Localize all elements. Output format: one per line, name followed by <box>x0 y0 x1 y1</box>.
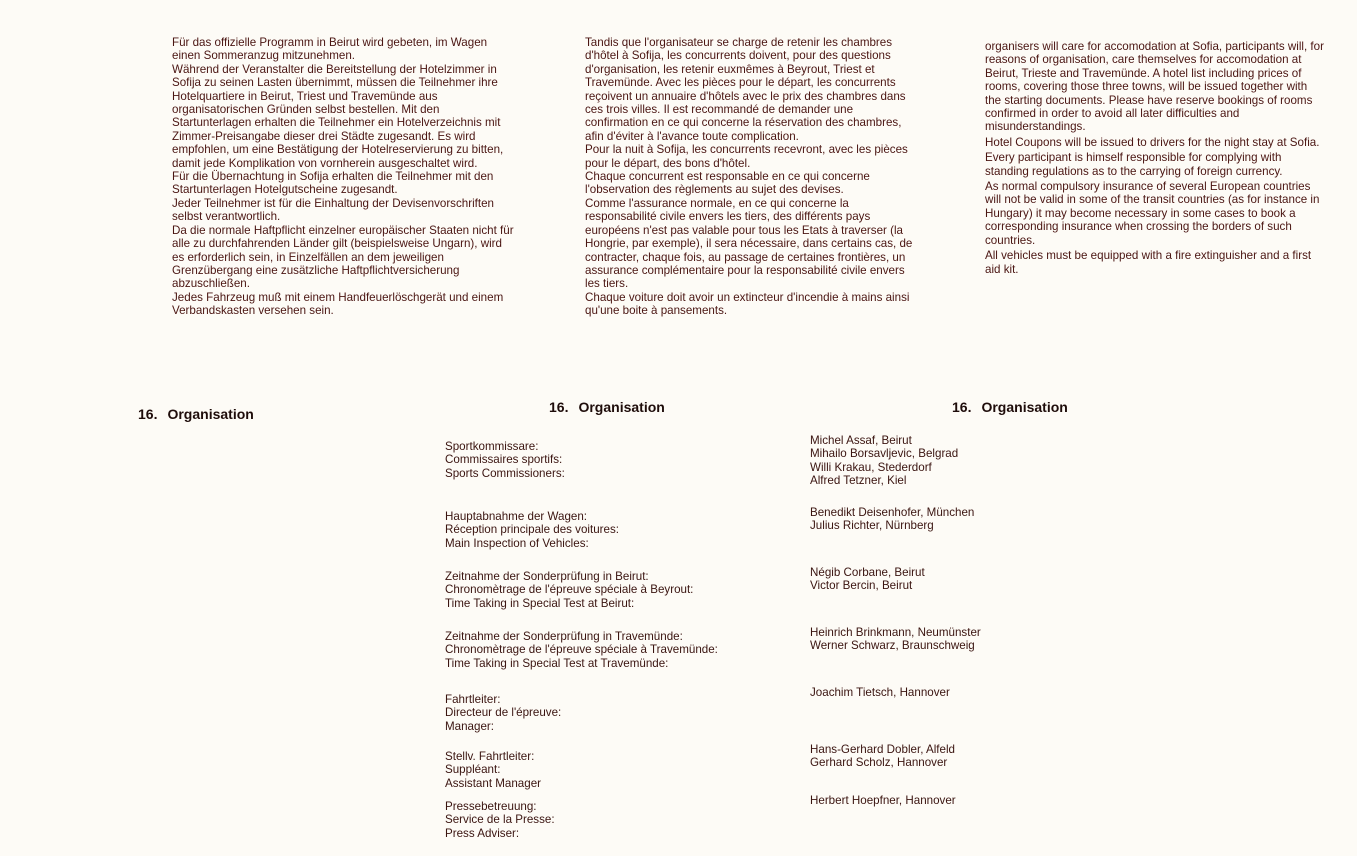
english-column <box>985 40 1325 276</box>
section-title: Organisation <box>578 399 665 415</box>
paragraph: Jedes Fahrzeug muß mit einem Handfeuerlöschgerät und einem Verbandskasten versehen sein. <box>172 290 504 318</box>
french-column <box>585 36 917 318</box>
section-number: 16. <box>138 406 158 422</box>
section-title: Organisation <box>981 399 1068 415</box>
paragraph: Für das offizielle Programm in Beirut wird gebeten, im Wagen einen Sommeranzug mitzunehmen. <box>172 36 488 63</box>
section-heading-german <box>138 406 254 422</box>
paragraph: Während der Veranstalter die Bereitstellung der Hotelzimmer in Sofija zu seinen Lasten übernimmt, müssen die Teilnehmer ihre Hotelquartiere in Beirut, Triest und Travemünde aus organisatorischen Gründen selbst bestellen. Mit den Startunterlagen erhalten die Teilnehmer ein Hotelverzeichnis mit Zimmer-Preisangabe dieser drei Städte zugesandt. Es wird empfohlen, um eine Bestätigung der Hotelreservierung zu bitten, damit jede Komplikation von vornherein ausgeschaltet wird. <box>172 62 504 170</box>
section-heading-french <box>549 399 665 415</box>
paragraph: Chaque voiture doit avoir un extincteur d'incendie à mains ainsi qu'une boite à pansements. <box>585 290 910 318</box>
role-sports-commissioners: Sportkommissare: Commissaires sportifs: Sports Commissioners: <box>445 440 565 480</box>
role-time-taking-travemuende: Zeitnahme der Sonderprüfung in Travemünde: Chronomètrage de l'épreuve spéciale à Travemünde: Time Taking in Special Test at Travemünde: <box>445 630 718 670</box>
paragraph: Comme l'assurance normale, en ce qui concerne la responsabilité civile envers les tiers, des différents pays européens n'est pas valable pour tous les Etats à traverser (la Hongrie, par exemple), il sera nécessaire, dans certains cas, de contracter, chaque fois, au passage de certaines frontières, un assurance complémentaire pour la responsabilité civile envers les tiers. <box>585 196 913 291</box>
section-number: 16. <box>549 399 569 415</box>
section-title: Organisation <box>167 406 254 422</box>
paragraph: Every participant is himself responsible for complying with standing regulations as to the carrying of foreign currency. <box>985 151 1283 178</box>
paragraph: Chaque concurrent est responsable en ce qui concerne l'observation des règlements au sujet des devises. <box>585 170 870 197</box>
paragraph: As normal compulsory insurance of several European countries will not be valid in some of the transit countries (as for instance in Hungary) it may become necessary in some cases to book a corresponding insurance when crossing the borders of such countries. <box>985 180 1320 247</box>
paragraph: Tandis que l'organisateur se charge de retenir les chambres d'hôtel à Sofija, les concurrents doivent, pour des questions d'organisation, les retenir euxmêmes à Beyrout, Triest et Travemünde. Avec les pièces pour le départ, les concurrents reçoivent un annuaire d'hôtels avec le prix des chambres dans ces trois villes. Il est recommandé de demander une confirmation en ce qui concerne la réservation des chambres, afin d'éviter à l'avance toute complication. <box>585 36 906 143</box>
names-manager: Joachim Tietsch, Hannover <box>810 686 950 699</box>
names-sports-commissioners: Michel Assaf, Beirut Mihailo Borsavljevic, Belgrad Willi Krakau, Stederdorf Alfred Tetzner, Kiel <box>810 434 959 488</box>
names-press-adviser: Herbert Hoepfner, Hannover <box>810 794 956 807</box>
section-number: 16. <box>952 399 972 415</box>
paragraph: Für die Übernachtung in Sofija erhalten die Teilnehmer mit den Startunterlagen Hotelgutscheine zugesandt. <box>172 170 494 197</box>
paragraph: Da die normale Haftpflicht einzelner europäischer Staaten nicht für alle zu durchfahrenden Länder gilt (beispielsweise Ungarn), wird es erforderlich sein, in Einzelfällen an dem jeweiligen Grenzübergang eine zusätzliche Haftpflichtversicherung abzuschließen. <box>172 223 514 291</box>
role-press-adviser: Pressebetreuung: Service de la Presse: Press Adviser: <box>445 800 555 840</box>
role-manager: Fahrtleiter: Directeur de l'épreuve: Manager: <box>445 693 562 733</box>
names-time-taking-beirut: Négib Corbane, Beirut Victor Bercin, Beirut <box>810 566 925 593</box>
section-heading-english <box>952 399 1068 415</box>
paragraph: All vehicles must be equipped with a fire extinguisher and a first aid kit. <box>985 249 1312 276</box>
paragraph: Hotel Coupons will be issued to drivers for the night stay at Sofia. <box>985 135 1320 149</box>
role-main-inspection: Hauptabnahme der Wagen: Réception principale des voitures: Main Inspection of Vehicles: <box>445 510 620 550</box>
paragraph: Pour la nuit à Sofija, les concurrents recevront, avec les pièces pour le départ, des bons d'hôtel. <box>585 143 908 170</box>
role-time-taking-beirut: Zeitnahme der Sonderprüfung in Beirut: Chronomètrage de l'épreuve spéciale à Beyrout: Time Taking in Special Test at Beirut: <box>445 570 694 610</box>
role-assistant-manager: Stellv. Fahrtleiter: Suppléant: Assistant Manager <box>445 750 542 790</box>
paragraph: organisers will care for accomodation at Sofia, participants will, for reasons of organisation, care themselves for accomodation at Beirut, Trieste and Travemünde. A hotel list including prices of rooms, covering those three towns, will be issued together with the starting documents. Please have reserve bookings of rooms confirmed in order to avoid all later difficulties and misunderstandings. <box>985 40 1324 134</box>
names-assistant-manager: Hans-Gerhard Dobler, Alfeld Gerhard Scholz, Hannover <box>810 743 955 770</box>
paragraph: Jeder Teilnehmer ist für die Einhaltung der Devisenvorschriften selbst verantwortlich. <box>172 196 494 224</box>
german-column <box>172 36 517 318</box>
names-time-taking-travemuende: Heinrich Brinkmann, Neumünster Werner Schwarz, Braunschweig <box>810 626 981 653</box>
names-main-inspection: Benedikt Deisenhofer, München Julius Richter, Nürnberg <box>810 506 975 533</box>
